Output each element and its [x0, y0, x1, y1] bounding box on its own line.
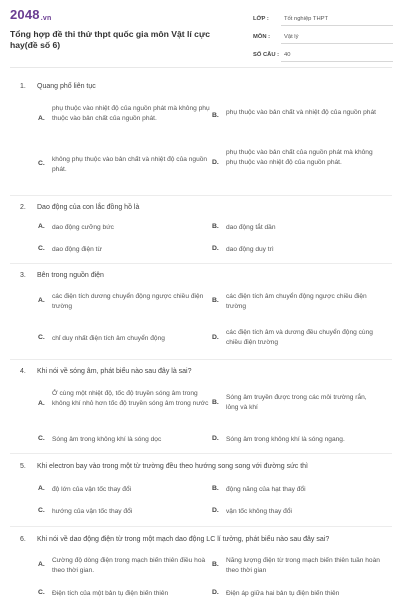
question-text: Khi nói về dao động điện từ trong một mạch dao động LC lí tưởng, phát biểu nào sau đây sai?: [37, 536, 330, 543]
question-stem: [20, 462, 308, 471]
question-number: 4.: [20, 368, 26, 375]
option-text: Ở cùng một nhiệt độ, tốc độ truyền sóng âm trong không khí nhỏ hơn tốc độ truyền sóng âm trong nước: [52, 390, 209, 407]
option-letter: D.: [212, 507, 219, 514]
option-letter: C.: [38, 334, 45, 341]
option-letter: A.: [38, 485, 45, 492]
option-text: dao động điện từ: [52, 246, 102, 253]
option-text: phụ thuộc vào bản chất của nguồn phát mà không phụ thuộc vào nhiệt độ của nguồn phát.: [226, 149, 373, 166]
option-text: vận tốc không thay đổi: [226, 508, 292, 515]
question-text: Bên trong nguồn điện: [37, 272, 104, 279]
question-stem: [20, 535, 329, 544]
option-text: chỉ duy nhất điện tích âm chuyển động: [52, 335, 165, 342]
option-letter: D.: [212, 589, 219, 596]
question-divider: [10, 359, 392, 360]
option-letter: D.: [212, 245, 219, 252]
option-text: dao động tắt dần: [226, 224, 276, 231]
meta-row-count: [253, 49, 393, 64]
option-text: dao động duy trì: [226, 246, 274, 253]
option-text: Sóng âm trong không khí là sóng dọc: [52, 436, 162, 443]
site-logo[interactable]: [10, 7, 51, 22]
option-text: các điện tích âm chuyển động ngược chiều điện trường: [226, 293, 367, 310]
option-text: Cường độ dòng điện trong mạch biến thiên điều hoà theo thời gian.: [52, 557, 206, 574]
option-letter: C.: [38, 245, 45, 252]
question-divider: [10, 453, 392, 454]
option-text: phụ thuộc vào nhiệt độ của nguồn phát mà không phụ thuộc vào bản chất của nguồn phát.: [52, 105, 210, 122]
option-letter: C.: [38, 160, 45, 167]
option-text: Sóng âm trong không khí là sóng ngang.: [226, 436, 345, 443]
logo-text: 2048: [10, 7, 40, 22]
question-number: 6.: [20, 536, 26, 543]
question-divider: [10, 195, 392, 196]
option-text: Sóng âm truyền được trong các môi trường rắn, lỏng và khí: [226, 394, 367, 411]
option-letter: B.: [212, 561, 219, 568]
option-text: Điện áp giữa hai bản tụ điện biến thiên: [226, 590, 340, 597]
option-letter: A.: [38, 561, 45, 568]
option-letter: C.: [38, 589, 45, 596]
option-text: phụ thuộc vào bản chất và nhiệt độ của nguồn phát: [226, 109, 376, 116]
question-text: Khi electron bay vào trong một từ trường đều theo hướng song song với đường sức thì: [37, 463, 308, 470]
option-text: các điện tích dương chuyển động ngược chiều điện trường: [52, 293, 204, 310]
question-stem: [20, 367, 192, 376]
option-text: các điện tích âm và dương đều chuyển động cùng chiều điện trường: [226, 329, 373, 346]
option-text: Điện tích của một bản tụ điện biến thiên: [52, 590, 169, 597]
option-letter: D.: [212, 159, 219, 166]
question-stem: [20, 271, 104, 280]
option-text: Năng lượng điện từ trong mạch biến thiên tuần hoàn theo thời gian: [226, 557, 380, 574]
option-letter: A.: [38, 297, 45, 304]
question-divider: [10, 526, 392, 527]
option-text: không phụ thuộc vào bản chất và nhiệt độ của nguồn phát.: [52, 156, 208, 173]
logo-suffix: .vn: [40, 15, 52, 22]
option-letter: B.: [212, 485, 219, 492]
option-text: độ lớn của vận tốc thay đổi: [52, 486, 132, 493]
option-text: động năng của hạt thay đổi: [226, 486, 306, 493]
option-letter: A.: [38, 223, 45, 230]
question-number: 3.: [20, 272, 26, 279]
header: [0, 0, 400, 76]
option-text: dao động cưỡng bức: [52, 224, 114, 231]
question-number: 1.: [20, 83, 26, 90]
meta-label: MÔN :: [253, 34, 271, 40]
option-letter: C.: [38, 435, 45, 442]
option-letter: A.: [38, 400, 45, 407]
question-stem: [20, 82, 96, 91]
meta-row-class: [253, 13, 393, 28]
option-text: hướng của vận tốc thay đổi: [52, 508, 133, 515]
option-letter: A.: [38, 115, 45, 122]
option-letter: C.: [38, 507, 45, 514]
exam-meta: [253, 13, 393, 67]
page-title: Tổng hợp đề thi thử thpt quốc gia môn Vật lí cực hay(đề số 6): [10, 29, 210, 50]
question-divider: [10, 263, 392, 264]
meta-value: 40: [281, 49, 393, 62]
question-number: 2.: [20, 204, 26, 211]
meta-label: LỚP :: [253, 16, 269, 22]
option-letter: D.: [212, 435, 219, 442]
question-text: Khi nói về sóng âm, phát biểu nào sau đây là sai?: [37, 368, 192, 375]
meta-value: Tốt nghiệp THPT: [281, 13, 393, 26]
option-letter: B.: [212, 399, 219, 406]
meta-row-subject: [253, 31, 393, 46]
question-text: Dao động của con lắc đồng hồ là: [37, 204, 140, 211]
question-text: Quang phổ liên tục: [37, 83, 96, 90]
meta-label: SỐ CÂU :: [253, 52, 280, 58]
option-letter: B.: [212, 223, 219, 230]
meta-value: Vật lý: [281, 31, 393, 44]
option-letter: B.: [212, 297, 219, 304]
question-stem: [20, 203, 139, 212]
question-number: 5.: [20, 463, 26, 470]
option-letter: B.: [212, 112, 219, 119]
header-divider: [10, 67, 392, 68]
option-letter: D.: [212, 334, 219, 341]
